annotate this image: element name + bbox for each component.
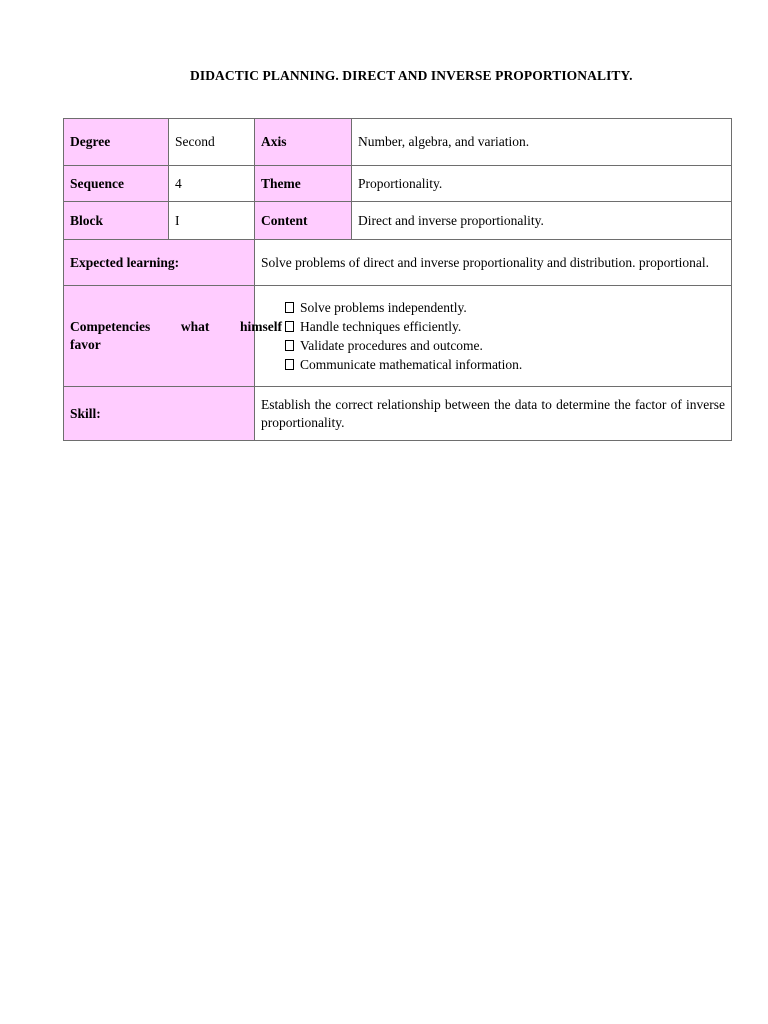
list-item [285, 317, 725, 336]
competencies-label-line [70, 318, 282, 336]
planning-table [63, 118, 732, 441]
expected-learning-label: Expected learning: [64, 240, 255, 286]
row-block [64, 202, 732, 240]
row-expected-learning [64, 240, 732, 286]
content-value: Direct and inverse proportionality. [352, 202, 732, 240]
competency-text: Validate procedures and outcome. [300, 338, 483, 353]
axis-value: Number, algebra, and variation. [352, 119, 732, 166]
competencies-label [64, 286, 282, 387]
row-skill [64, 387, 732, 441]
competencies-label-word: Competencies [70, 319, 151, 334]
degree-label: Degree [64, 119, 169, 166]
checkbox-icon [285, 359, 294, 370]
block-label: Block [64, 202, 169, 240]
competency-text: Solve problems independently. [300, 300, 467, 315]
checkbox-icon [285, 321, 294, 332]
degree-value: Second [169, 119, 255, 166]
axis-label: Axis [255, 119, 352, 166]
competencies-label-last: favor [70, 337, 101, 352]
competencies-value [255, 286, 732, 387]
skill-value: Establish the correct relationship between the data to determine the factor of inverse proportionality. [255, 387, 732, 441]
competency-text: Handle techniques efficiently. [300, 319, 462, 334]
competency-text: Communicate mathematical information. [300, 357, 523, 372]
competencies-label-word: what [180, 319, 210, 334]
theme-value: Proportionality. [352, 166, 732, 202]
skill-label: Skill: [64, 387, 255, 441]
list-item [285, 298, 725, 317]
row-competencies [64, 286, 732, 387]
list-item [285, 355, 725, 374]
block-value: I [169, 202, 255, 240]
document-title: DIDACTIC PLANNING. DIRECT AND INVERSE PROPORTIONALITY. [190, 68, 633, 83]
theme-label: Theme [255, 166, 352, 202]
competencies-label-word: himself [240, 319, 282, 334]
sequence-label: Sequence [64, 166, 169, 202]
checkbox-icon [285, 302, 294, 313]
sequence-value: 4 [169, 166, 255, 202]
row-degree [64, 119, 732, 166]
expected-learning-value: Solve problems of direct and inverse proportionality and distribution. proportional. [255, 240, 732, 286]
checkbox-icon [285, 340, 294, 351]
competencies-list [261, 298, 725, 374]
row-sequence [64, 166, 732, 202]
content-label: Content [255, 202, 352, 240]
list-item [285, 336, 725, 355]
